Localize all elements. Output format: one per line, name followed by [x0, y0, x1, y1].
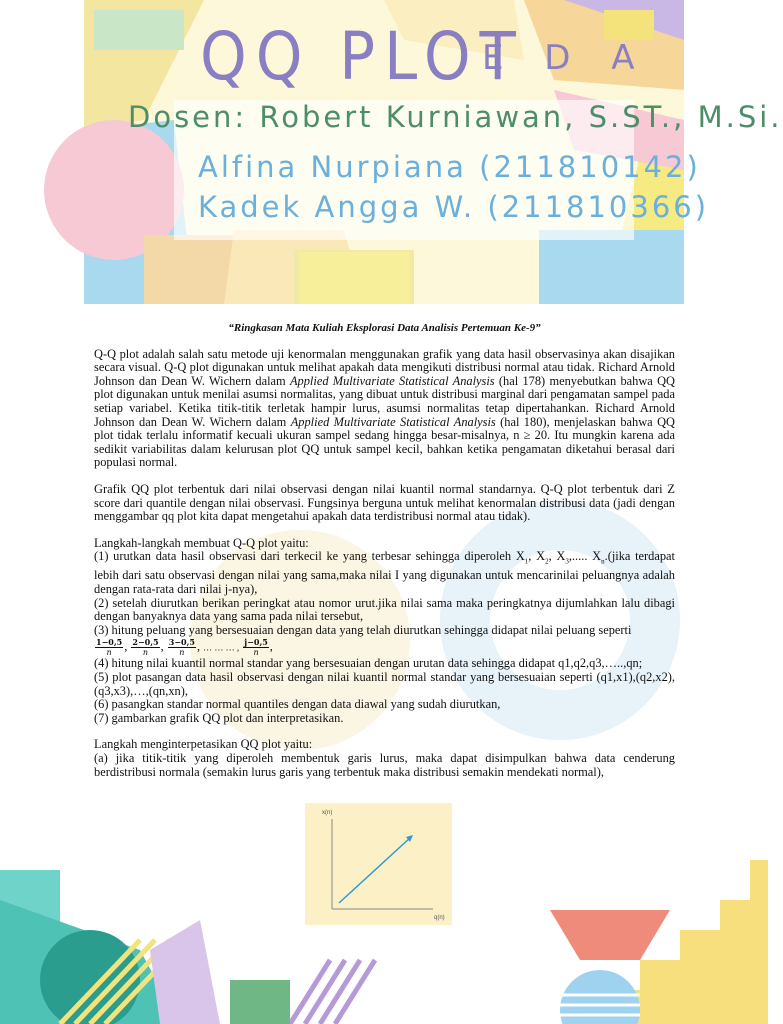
document-body: [94, 322, 675, 779]
step-1: (1) urutkan data hasil observasi dari terkecil ke yang terbesar sehingga diperoleh $X_1$, $X_2$, $X_3$,..... $X_n.(jika$ terdapat lebih dari satu observasi dengan nilai yang sama,maka nilai I yang digunakan untuk mencarinilai peluangnya adalah dengan rata-rata dari nilai j-nya),: [94, 549, 675, 596]
interpretation-a: (a) jika titik-titik yang diperoleh membentuk garis lurus, maka dapat disimpulkan bahwa data cenderung berdistribusi normala (semakin lurus garis yang terbentuk maka distribusi semakin mendekati normal),: [94, 750, 675, 779]
x-axis-label: q(n): [434, 915, 445, 921]
step-4: (4) hitung nilai kuantil normal standar yang bersesuaian dengan urutan data sehingga didapat q1,q2,q3,…..,qn;: [94, 656, 643, 671]
lecturer-name: Dosen: Robert Kurniawan, S.ST., M.Si.: [128, 100, 783, 134]
book-title-1: Applied Multivariate Statistical Analysis: [289, 373, 495, 388]
step-2: (2) setelah diurutkan berikan peringkat atau nomor urut.jika nilai sama maka peringkatnya dijumlahkan lalu dibagi dengan banyaknya data yang sama pada nilai tersebut,: [94, 595, 675, 624]
step-3: (3) hitung peluang yang bersesuaian dengan data yang telah diurutkan sehingga didapat nilai peluang seperti: [94, 622, 632, 637]
step-7: (7) gambarkan grafik QQ plot dan interpretasikan.: [94, 710, 344, 725]
steps-heading: Langkah-langkah membuat Q-Q plot yaitu:: [94, 535, 309, 550]
fraction-2: $\frac{2-0,5}{n}$: [132, 637, 159, 658]
header-banner: [84, 0, 783, 304]
fraction-3: $\frac{3-0,5}{n}$: [168, 637, 195, 658]
fraction-1: $\frac{1-0,5}{n}$: [96, 637, 123, 658]
intro-text-3: (hal 180), menjelaskan bahwa QQ plot tidak terlalu informatif kecuali ukuran sampel sedang hingga besar-misalnya, n ≥ 20. Itu mungkin karena ada sedikit variabilitas dalam kelurusan plot QQ untuk sampel kecil, bahkan ketika pengamatan diketahui berasal dari populasi normal.: [94, 414, 675, 470]
intro-text-2: (hal 178) menyebutkan bahwa QQ plot digunakan untuk menilai asumsi normalitas, yang dibuat untuk distribusi marginal dari pengamatan sampel pada setiap variabel. Ketika titik-titik terletak hampir lurus, asumsi normalitas tetap dipertahankan. Richard Arnold Johnson dan Dean W. Wichern dalam: [94, 373, 675, 429]
interpretation-heading: Langkah menginterpetasikan QQ plot yaitu:: [94, 737, 313, 752]
qq-plot-definition-paragraph: Grafik QQ plot terbentuk dari nilai observasi dengan nilai kuantil normal standarnya. Q-Q plot terbentuk dari Z score dari quantile dengan nilai observasi. Fungsinya berguna untuk melihat kenormalan distribusi data (jadi dengan menggambar qq plot kita dapat mengetahui apakah data terdistribusi normal atau tidak).: [94, 481, 675, 524]
step-1-text: (1) urutkan data hasil observasi dari terkecil ke yang terbesar sehingga diperoleh X: [94, 549, 525, 564]
step-5: (5) plot pasangan data hasil observasi dengan nilai kuantil normal standar yang bersesuaian seperti (q1,x1),(q2,x2),(q3,x3),…,(qn,xn),: [94, 669, 675, 698]
probability-fractions: $\frac{1-0,5}{n}$ , $\frac{2-0,5}{n}$ , $\frac{3-0,5}{n}$ , … … … , $\frac{j-0,5}{n}$ ,: [96, 637, 273, 658]
document-title-suffix: E D A: [482, 38, 650, 78]
qq-plot-illustration: [305, 803, 452, 925]
student-name-1: Alfina Nurpiana (211810142): [198, 150, 701, 184]
document-subtitle: “Ringkasan Mata Kuliah Eksplorasi Data Analisis Pertemuan Ke-9”: [228, 322, 541, 334]
step-6: (6) pasangkan standar normal quantiles dengan data diawal yang sudah diurutkan,: [94, 697, 501, 712]
book-title-2: Applied Multivariate Statistical Analysis: [290, 414, 496, 429]
normal-line: [339, 837, 411, 903]
intro-text-1: Q-Q plot adalah salah satu metode uji kenormalan menggunakan grafik yang data hasil observasinya akan disajikan secara visual. Q-Q plot digunakan untuk melihat apakah data mengikuti distribusi normal atau tidak. Richard Arnold Johnson dan Dean W. Wichern dalam: [94, 346, 675, 388]
student-name-2: Kadek Angga W. (211810366): [198, 190, 710, 224]
qq-plot-figure: [305, 803, 452, 925]
fraction-ellipsis: … … … ,: [203, 642, 240, 653]
step-1-text-cont: (jika terdapat lebih dari satu observasi dengan nilai yang sama,maka nilai I yang digunakan untuk mencarinilai peluangnya adalah dengan rata-rata dari nilai j-nya),: [94, 549, 675, 596]
y-axis-label: x(n): [322, 810, 333, 816]
intro-paragraph: [94, 348, 675, 470]
fraction-j: $\frac{j-0,5}{n}$: [244, 637, 268, 658]
document-title: QQ PLOT: [200, 18, 525, 95]
